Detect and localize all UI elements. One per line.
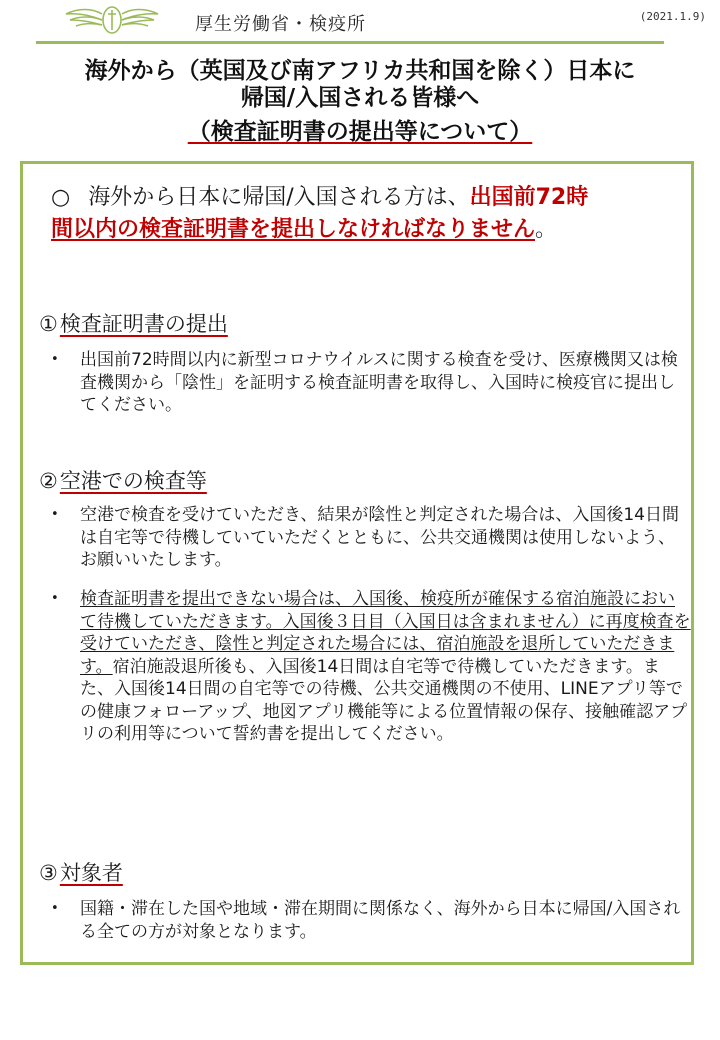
section-number: ①: [39, 312, 58, 336]
page-title: [0, 58, 720, 147]
bullet-icon: •: [51, 507, 59, 522]
lead-text: 海外から日本に帰国/入国される方は、: [88, 185, 470, 210]
document-date: (2021.1.9): [639, 10, 706, 23]
plain-text: 宿泊施設退所後も、入国後14日間は自宅等で待機していただきます。また、入国後14日間の自宅等での待機、公共交通機関の不使用、LINEアプリ等での健康フォローアップ、地図アプリ機能等による位置情報の保存、接触確認アプリの利用等について誓約書を提出してください。: [80, 656, 688, 744]
title-line-3: [0, 117, 720, 147]
circle-marker-icon: ○: [51, 185, 71, 210]
lead-statement: [51, 182, 681, 246]
list-item-text: 空港で検査を受けていただき、結果が陰性と判定された場合は、入国後14日間は自宅等で待機していていただくとともに、公共交通機関は使用しないよう、お願いいたします。: [80, 505, 679, 570]
section-heading-2: [39, 468, 207, 494]
list-item: [51, 349, 691, 417]
list-item-text: 出国前72時間以内に新型コロナウイルスに関する検査を受け、医療機関又は検査機関から「陰性」を証明する検査証明書を取得し、入国時に検疫官に提出してください。: [80, 350, 678, 415]
lead-end: 。: [535, 217, 558, 242]
section-label: 検査証明書の提出: [59, 312, 228, 336]
bullet-icon: •: [51, 901, 59, 916]
title-line-2: 帰国/入国される皆様へ: [240, 85, 480, 111]
list-item-text: 国籍・滞在した国や地域・滞在期間に関係なく、海外から日本に帰国/入国される全ての方が対象となります。: [80, 899, 681, 942]
header: [0, 0, 720, 48]
section-heading-3: [39, 860, 123, 886]
list-item: [51, 588, 691, 746]
ministry-emblem-icon: [62, 4, 162, 36]
section-number: ③: [39, 861, 58, 885]
lead-emphasis-2: 間以内の検査証明書を提出しなければなりません: [51, 217, 536, 242]
underlined-text: 検査証明書を提出できない場合は、入国後、検疫所が確保する宿泊施設において待機していただきます。入国後３日目（入国日は含まれません）に再度検査を受けていただき、陰性と判定された場合には、宿泊施設を退所していただきます。: [80, 589, 691, 677]
section-label: 空港での検査等: [59, 469, 207, 493]
section-heading-1: [39, 311, 228, 337]
header-divider: [36, 41, 664, 44]
title-line-3-text: （検査証明書の提出等について）: [187, 119, 533, 145]
title-line-1: 海外から（英国及び南アフリカ共和国を除く）日本に: [84, 58, 636, 84]
bullet-icon: •: [51, 352, 59, 367]
organization-name: 厚生労働省・検疫所: [195, 14, 366, 35]
list-item: [51, 504, 691, 572]
bullet-icon: •: [51, 591, 59, 606]
list-item-text: [80, 588, 691, 746]
section-label: 対象者: [59, 861, 123, 885]
list-item: [51, 898, 691, 943]
section-number: ②: [39, 469, 58, 493]
content-box: [20, 161, 694, 965]
lead-emphasis-1: 出国前72時: [469, 185, 589, 210]
